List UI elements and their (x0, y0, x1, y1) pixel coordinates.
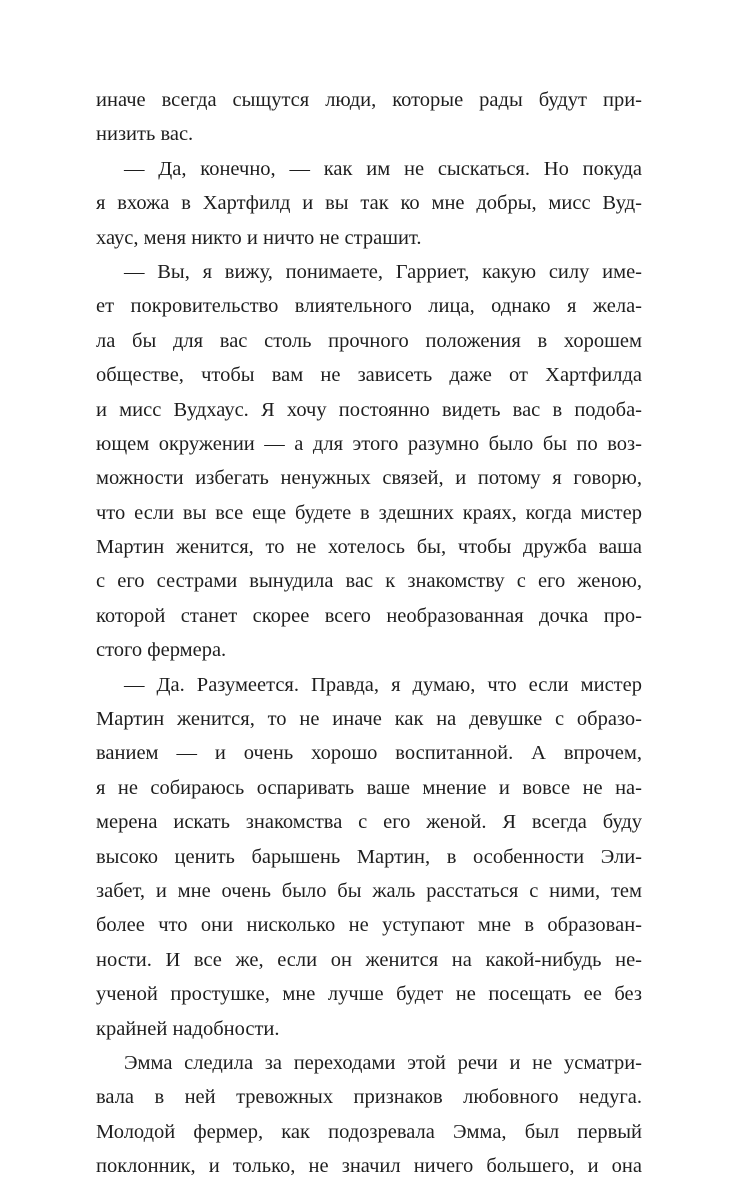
text-line: Молодой фермер, как подозревала Эмма, был первый (96, 1120, 642, 1143)
text-line: низить вас. (96, 123, 194, 146)
text-line: стого фермера. (96, 639, 227, 662)
text-line: я вхожа в Хартфилд и вы так ко мне добры, мисс Вуд- (96, 192, 642, 215)
text-line: Мартин женится, то не хотелось бы, чтобы дружба ваша (96, 536, 642, 559)
text-line: ности. И все же, если он женится на какой-нибудь не- (96, 948, 642, 971)
book-page (96, 83, 642, 1184)
paragraph-1 (96, 83, 642, 152)
text-line: и мисс Вудхаус. Я хочу постоянно видеть вас в подоба- (96, 398, 642, 421)
text-line: ла бы для вас столь прочного положения в хорошем (96, 329, 642, 352)
text-line: которой станет скорее всего необразованная дочка про- (96, 604, 642, 627)
text-line: ученой простушке, мне лучше будет не посещать ее без (96, 983, 642, 1006)
text-line: Эмма следила за переходами этой речи и не усматри- (124, 1051, 642, 1074)
text-line: — Да. Разумеется. Правда, я думаю, что если мистер (124, 673, 642, 696)
text-line: — Да, конечно, — как им не сыскаться. Но покуда (124, 157, 642, 180)
text-line: ванием — и очень хорошо воспитанной. А впрочем, (96, 742, 642, 765)
text-line: более что они нисколько не уступают мне в образован- (96, 914, 642, 937)
paragraph-3 (96, 255, 642, 668)
text-line: хаус, меня никто и ничто не страшит. (96, 226, 422, 249)
text-line: высоко ценить барышень Мартин, в особенности Эли- (96, 845, 642, 868)
text-line: — Вы, я вижу, понимаете, Гарриет, какую силу име- (124, 260, 642, 283)
text-line: иначе всегда сыщутся люди, которые рады будут при- (96, 89, 642, 111)
text-line: ющем окружении — а для этого разумно было бы по воз- (96, 432, 642, 455)
text-line: поклонник, и только, не значил ничего большего, и она (96, 1155, 642, 1178)
text-line: крайней надобности. (96, 1017, 280, 1040)
text-line: мерена искать знакомства с его женой. Я всегда буду (96, 811, 642, 834)
paragraph-5 (96, 1046, 642, 1184)
text-line: что если вы все еще будете в здешних краях, когда мистер (96, 501, 642, 524)
text-line: я не собираюсь оспаривать ваше мнение и вовсе не на- (96, 776, 642, 799)
text-line: обществе, чтобы вам не зависеть даже от Хартфилда (96, 364, 642, 387)
text-line: Мартин женится, то не иначе как на девушке с образо- (96, 708, 642, 731)
text-line: с его сестрами вынудила вас к знакомству с его женою, (96, 570, 642, 593)
text-line: вала в ней тревожных признаков любовного недуга. (96, 1086, 642, 1109)
paragraph-4 (96, 668, 642, 1046)
text-line: можности избегать ненужных связей, и потому я говорю, (96, 467, 642, 490)
text-line: ет покровительство влиятельного лица, однако я жела- (96, 295, 642, 318)
text-line: забет, и мне очень было бы жаль расстаться с ними, тем (96, 879, 642, 902)
paragraph-2 (96, 152, 642, 255)
